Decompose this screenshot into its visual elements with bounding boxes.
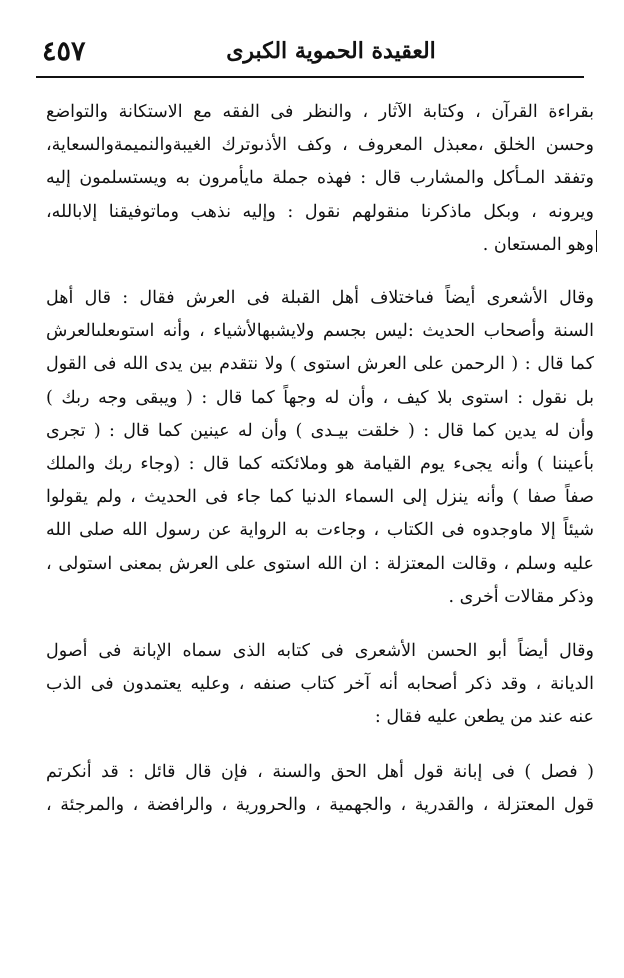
text-line: وحسن الخلق ،معبذل المعروف ، وكف الأذىوترك الغيبةوالنميمةوالسعاية، [46,135,594,156]
running-title: العقيدة الحموية الكبرى [226,38,436,64]
paragraph-1 [46,96,594,262]
header-rule [36,76,584,78]
text-line: كما قال : ( الرحمن على العرش استوى ) ولا نتقدم بين يدى الله فى القول [46,354,594,375]
text-line: وهو المستعان . [482,234,594,255]
text-line: صفاً صفا ) وأنه ينزل إلى السماء الدنيا كما جاء فى الحديث ، ولم يقولوا [46,487,594,508]
text-line: وقال الأشعرى أيضاً فىاختلاف أهل القبلة فى العرش فقال : قال أهل [46,288,594,309]
paragraph-4 [46,756,594,822]
page-number: ٤٥٧ [42,36,86,67]
text-line: السنة وأصحاب الحديث :ليس بجسم ولايشبهالأشياء ، وأنه استوىعلىالعرش [46,321,594,342]
text-line: الديانة ، وقد ذكر أصحابه أنه آخر كتاب صنفه ، وعليه يعتمدون فى الذب [46,674,594,695]
text-line: وتفقد المـأكل والمشارب قال : فهذه جملة مايأمرون به ويستسلمون إليه [46,168,594,189]
text-line: وذكر مقالات أخرى . [448,586,594,607]
text-line: وقال أيضاً أبو الحسن الأشعرى فى كتابه الذى سماه الإبانة فى أصول [46,641,594,662]
page-header [36,34,584,74]
text-line: شيئاً إلا ماوجدوه فى الكتاب ، وجاءت به الرواية عن رسول الله صلى الله [46,520,594,541]
margin-mark [596,230,597,252]
text-line: عليه وسلم ، وقالت المعتزلة : ان الله استوى على العرش بمعنى استولى ، [46,553,594,574]
paragraph-2 [46,282,594,614]
text-line: عنه عند من يطعن عليه فقال : [374,707,594,728]
text-line: بقراءة القرآن ، وكتابة الآثار ، والنظر فى الفقه مع الاستكانة والتواضع [46,102,594,122]
text-line: وأن له يدين كما قال : ( خلقت بيـدى ) وأن له عينين كما قال : ( تجرى [46,420,594,441]
paragraph-3 [46,635,594,735]
text-line: ( فصل ) فى إبانة قول أهل الحق والسنة ، فإن قال قائل : قد أنكرتم [46,761,594,782]
text-line: بأعيننا ) وأنه يجىء يوم القيامة هو وملائكته كما قال : (وجاء ربك والملك [46,454,594,475]
text-line: قول المعتزلة ، والقدرية ، والجهمية ، والحرورية ، والرافضة ، والمرجئة ، [46,794,594,815]
text-line: بل نقول : استوى بلا كيف ، وأن له وجهاً كما قال : ( ويبقى وجه ربك ) [46,387,594,408]
text-line: ويرونه ، وبكل ماذكرنا منقولهم نقول : وإليه نذهب وماتوفيقنا إلابالله، [46,201,594,222]
body-text [46,96,594,843]
